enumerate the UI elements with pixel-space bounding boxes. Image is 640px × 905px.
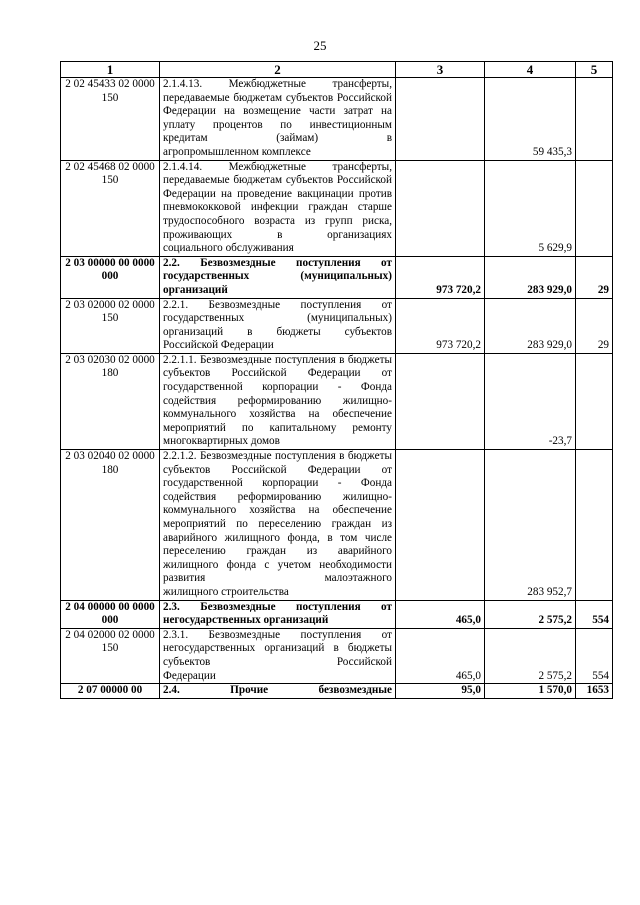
row-description bbox=[160, 298, 396, 353]
table-row bbox=[61, 160, 613, 256]
row-value-col5: 554 bbox=[576, 628, 613, 683]
row-description bbox=[160, 684, 396, 699]
row-value-col3: 465,0 bbox=[396, 628, 485, 683]
row-value-col5 bbox=[576, 450, 613, 601]
row-value-col3: 95,0 bbox=[396, 684, 485, 699]
table-row bbox=[61, 353, 613, 449]
row-code: 2 03 02030 02 0000 180 bbox=[61, 353, 160, 449]
row-description-last-line: жилищного строительства bbox=[163, 585, 289, 598]
row-value-col4: 5 629,9 bbox=[485, 160, 576, 256]
row-value-col3 bbox=[396, 78, 485, 161]
row-description bbox=[160, 78, 396, 161]
row-description-text: 2.2.1.2. Безвозмездные поступления в бюджеты субъектов Российской Федерации от государственной корпорации - Фонда содействия реформированию жилищно-коммунального хозяйства на обеспечение мероприятий по переселению граждан из аварийного жилищного фонда, в том числе переселению граждан из аварийного жилищного фонда с учетом необходимости развития малоэтажного bbox=[163, 450, 392, 585]
table-row bbox=[61, 684, 613, 699]
row-value-col3 bbox=[396, 353, 485, 449]
row-description-text: 2.1.4.14. Межбюджетные трансферты, передаваемые бюджетам субъектов Российской Федерации на проведение вакцинации против пневмококковой инфекции граждан старше трудоспособного возраста из групп риска, проживающих в организациях bbox=[163, 160, 392, 241]
row-code: 2 02 45433 02 0000 150 bbox=[61, 78, 160, 161]
row-value-col3 bbox=[396, 160, 485, 256]
column-header-row bbox=[61, 62, 613, 78]
row-code: 2 04 02000 02 0000 150 bbox=[61, 628, 160, 683]
row-value-col5 bbox=[576, 160, 613, 256]
row-description-text: 2.3.1. Безвозмездные поступления от негосударственных организаций в бюджеты субъектов Российской bbox=[163, 628, 392, 668]
row-value-col4: 2 575,2 bbox=[485, 628, 576, 683]
row-description-last-line: агропромышленном комплексе bbox=[163, 145, 311, 158]
row-description-text: 2.4. Прочие безвозмездные bbox=[163, 684, 392, 697]
column-header-1: 1 bbox=[61, 62, 160, 78]
row-value-col3: 973 720,2 bbox=[396, 298, 485, 353]
row-description-text: 2.2.1. Безвозмездные поступления от государственных (муниципальных) организаций в бюджеты субъектов bbox=[163, 298, 392, 338]
row-code: 2 04 00000 00 0000 000 bbox=[61, 600, 160, 628]
column-header-4: 4 bbox=[485, 62, 576, 78]
row-code: 2 02 45468 02 0000 150 bbox=[61, 160, 160, 256]
row-description bbox=[160, 628, 396, 683]
row-description-last-line: организаций bbox=[163, 283, 228, 296]
page-number: 25 bbox=[313, 38, 327, 53]
row-description-text: 2.2.1.1. Безвозмездные поступления в бюджеты субъектов Российской Федерации от государственной корпорации - Фонда содействия реформированию жилищно-коммунального хозяйства на обеспечение мероприятий по капитальному ремонту bbox=[163, 353, 392, 434]
row-description bbox=[160, 353, 396, 449]
table-row bbox=[61, 78, 613, 161]
column-header-2: 2 bbox=[160, 62, 396, 78]
row-description-text: 2.1.4.13. Межбюджетные трансферты, передаваемые бюджетам субъектов Российской Федерации на возмещение части затрат на уплату процентов по инвестиционным кредитам (займам) в bbox=[163, 78, 392, 145]
row-description-last-line: Федерации bbox=[163, 669, 216, 682]
table-body bbox=[61, 78, 613, 699]
row-value-col4: 59 435,3 bbox=[485, 78, 576, 161]
row-code: 2 03 00000 00 0000 000 bbox=[61, 256, 160, 298]
row-value-col5 bbox=[576, 78, 613, 161]
row-description-last-line: социального обслуживания bbox=[163, 242, 294, 255]
row-description bbox=[160, 450, 396, 601]
row-value-col4: 283 929,0 bbox=[485, 256, 576, 298]
column-header-5: 5 bbox=[576, 62, 613, 78]
row-value-col4: 1 570,0 bbox=[485, 684, 576, 699]
row-description-last-line: многоквартирных домов bbox=[163, 435, 280, 448]
table-row bbox=[61, 450, 613, 601]
row-code: 2 07 00000 00 bbox=[61, 684, 160, 699]
row-value-col4: 283 952,7 bbox=[485, 450, 576, 601]
row-value-col3 bbox=[396, 450, 485, 601]
table-row bbox=[61, 256, 613, 298]
row-value-col4: 2 575,2 bbox=[485, 600, 576, 628]
row-value-col5: 1653 bbox=[576, 684, 613, 699]
row-value-col4: -23,7 bbox=[485, 353, 576, 449]
row-description bbox=[160, 160, 396, 256]
row-code: 2 03 02040 02 0000 180 bbox=[61, 450, 160, 601]
table-row bbox=[61, 298, 613, 353]
row-value-col5: 29 bbox=[576, 298, 613, 353]
column-header-3: 3 bbox=[396, 62, 485, 78]
row-description-last-line: Российской Федерации bbox=[163, 339, 274, 352]
row-value-col4: 283 929,0 bbox=[485, 298, 576, 353]
row-code: 2 03 02000 02 0000 150 bbox=[61, 298, 160, 353]
row-description-text: 2.2. Безвозмездные поступления от государственных (муниципальных) bbox=[163, 256, 392, 283]
row-description-last-line: негосударственных организаций bbox=[163, 614, 329, 627]
row-value-col5: 29 bbox=[576, 256, 613, 298]
budget-table bbox=[60, 61, 613, 699]
row-value-col3: 973 720,2 bbox=[396, 256, 485, 298]
table-row bbox=[61, 600, 613, 628]
table-row bbox=[61, 628, 613, 683]
row-value-col3: 465,0 bbox=[396, 600, 485, 628]
row-value-col5 bbox=[576, 353, 613, 449]
row-description bbox=[160, 600, 396, 628]
row-description-text: 2.3. Безвозмездные поступления от bbox=[163, 600, 392, 613]
row-value-col5: 554 bbox=[576, 600, 613, 628]
row-description bbox=[160, 256, 396, 298]
